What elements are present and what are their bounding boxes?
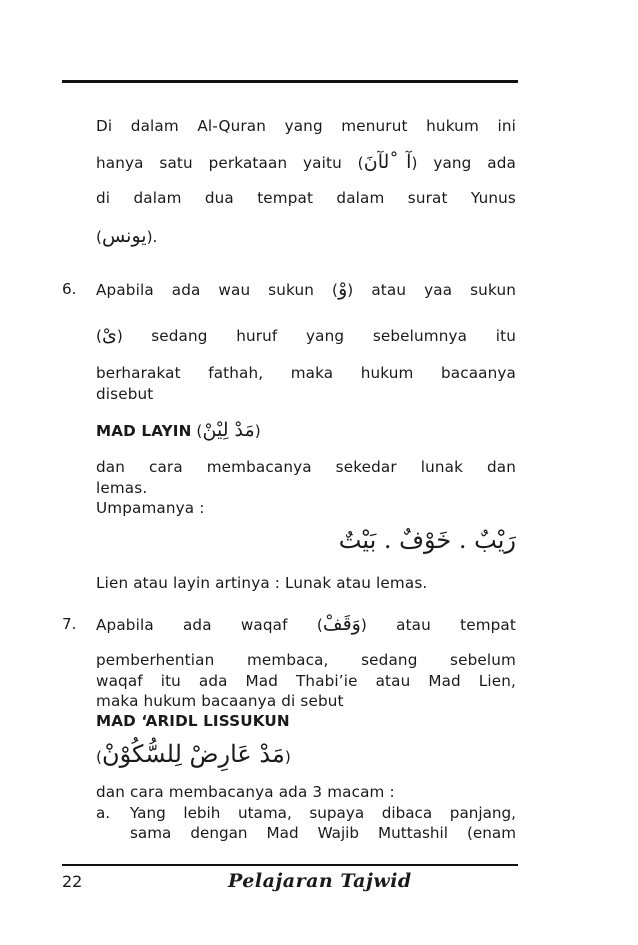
list-number: 6. <box>62 280 77 298</box>
arabic-example: رَيْبٌ . خَوْفٌ . بَيْتٌ <box>338 526 516 554</box>
paragraph-line: (ىْ) sedang huruf yang sebelumnya itu <box>96 324 516 346</box>
paragraph-line: Umpamanya : <box>96 499 205 517</box>
term-heading: MAD LAYIN (مَدْ لِيْنْ) <box>96 419 261 441</box>
arabic-term: مَدْ عَارِضْ لِلسُّكُوْنْ <box>101 740 285 768</box>
paragraph-line: Apabila ada waqaf (وَقَفْ) atau tempat <box>96 613 516 635</box>
header-rule <box>62 80 518 83</box>
paragraph-line: dan cara membacanya ada 3 macam : <box>96 783 395 801</box>
arabic-term: وَقَفْ <box>322 613 361 635</box>
paragraph-line: lemas. <box>96 479 148 497</box>
arabic-term: ىْ <box>101 324 117 346</box>
paragraph-line: Apabila ada wau sukun (وْ) atau yaa sukun <box>96 278 516 300</box>
sub-list-label: a. <box>96 804 111 822</box>
paragraph-line: maka hukum bacaanya di sebut <box>96 692 344 710</box>
arabic-term: مَدْ لِيْنْ <box>202 419 255 441</box>
paragraph-line: berharakat fathah, maka hukum bacaanya <box>96 364 516 382</box>
paragraph-line: hanya satu perkataan yaitu (آ ْلآنَ) yang ada <box>96 151 516 173</box>
paragraph-line: dan cara membacanya sekedar lunak dan <box>96 458 516 476</box>
paragraph-line: Di dalam Al-Quran yang menurut hukum ini <box>96 117 516 135</box>
running-title: Pelajaran Tajwid <box>228 870 412 892</box>
footer-rule <box>62 864 518 866</box>
list-number: 7. <box>62 615 77 633</box>
paragraph-line: pemberhentian membaca, sedang sebelum <box>96 651 516 669</box>
paragraph-line: Lien atau layin artinya : Lunak atau lemas. <box>96 574 428 592</box>
arabic-term: يونس <box>101 225 147 247</box>
paragraph-line: waqaf itu ada Mad Thabi’ie atau Mad Lien, <box>96 672 516 690</box>
arabic-term: آ ْلآنَ <box>363 151 412 173</box>
page-number: 22 <box>62 872 83 891</box>
term-arabic-line: (مَدْ عَارِضْ لِلسُّكُوْنْ) <box>96 740 291 768</box>
sub-list-line: Yang lebih utama, supaya dibaca panjang, <box>130 804 516 822</box>
paragraph-line: disebut <box>96 385 154 403</box>
paragraph-line: di dalam dua tempat dalam surat Yunus <box>96 189 516 207</box>
term-heading: MAD ‘ARIDL LISSUKUN <box>96 712 290 730</box>
sub-list-line: sama dengan Mad Wajib Muttashil (enam <box>130 824 516 842</box>
arabic-term: وْ <box>338 278 348 300</box>
paragraph-line: (يونس). <box>96 225 158 247</box>
